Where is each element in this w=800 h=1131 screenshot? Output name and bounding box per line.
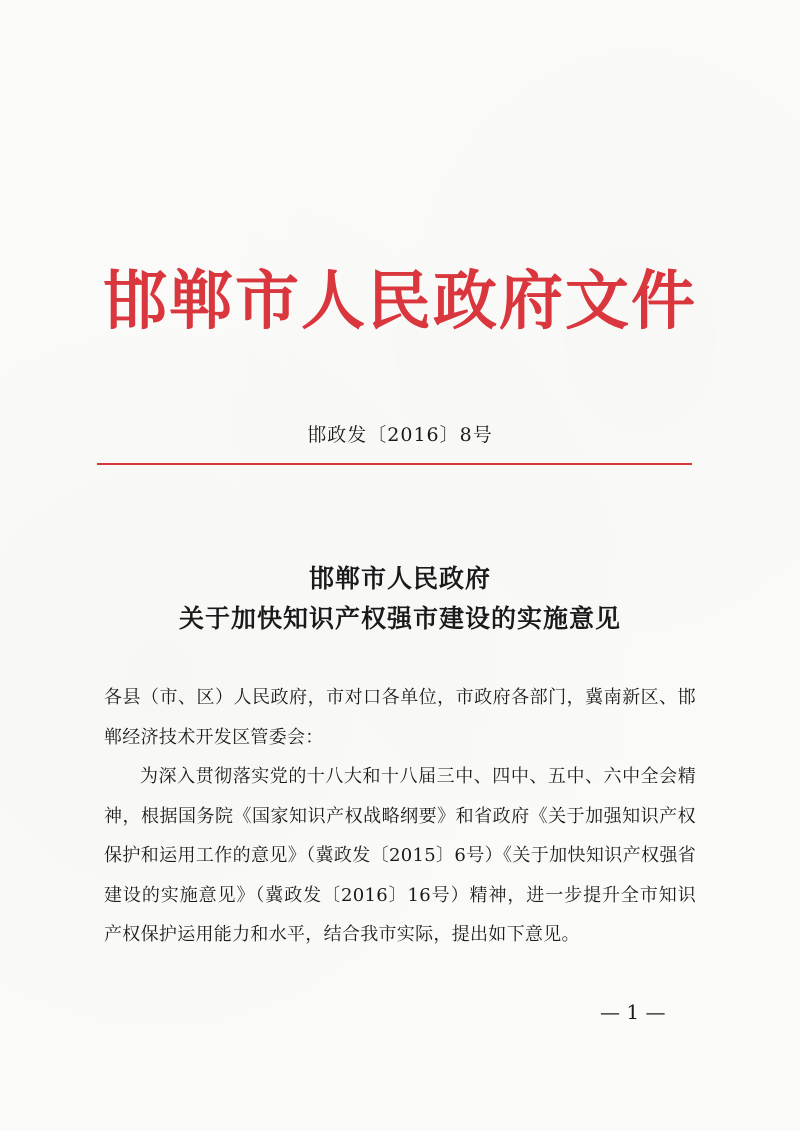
body-paragraph-block (104, 757, 696, 955)
page-number: — 1 — (600, 1000, 666, 1024)
addressee-block (104, 678, 696, 757)
document-title-issuer: 邯郸市人民政府 (308, 564, 491, 593)
red-divider-line (97, 463, 692, 465)
addressee-text: 各县（市、区）人民政府，市对口各单位，市政府各部门，冀南新区、邯郸经济技术开发区管委会： (104, 687, 696, 748)
document-title-subject: 关于加快知识产权强市建设的实施意见 (178, 604, 621, 633)
document-number: 邯政发〔2016〕8号 (307, 424, 493, 446)
body-paragraph: 为深入贯彻落实党的十八大和十八届三中、四中、五中、六中全会精神，根据国务院《国家知识产权战略纲要》和省政府《关于加强知识产权保护和运用工作的意见》（冀政发〔2015〕6号）《关于加快知识产权强省建设的实施意见》（冀政发〔2016〕16号）精神，进一步提升全市知识产权保护运用能力和水平，结合我市实际，提出如下意见。 (104, 766, 696, 945)
red-header-title: 邯郸市人民政府文件 (103, 264, 697, 339)
